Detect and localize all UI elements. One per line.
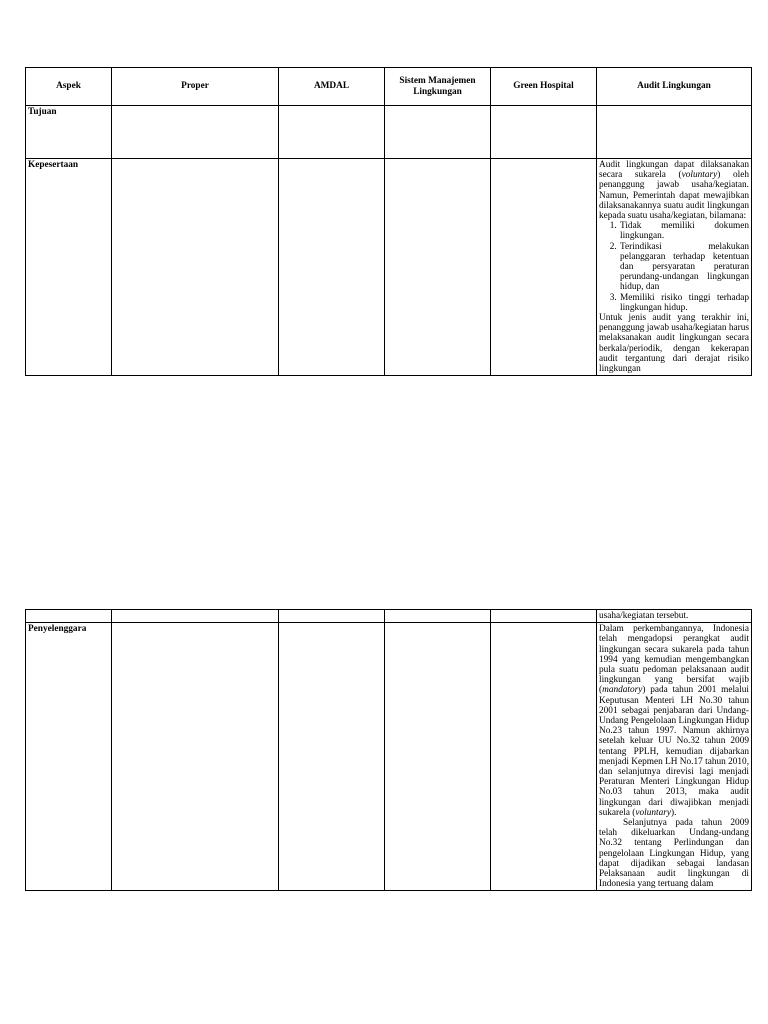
header-amdal: AMDAL (279, 68, 385, 106)
table-header-row (26, 68, 752, 106)
row-label-kepesertaan: Kepesertaan (26, 159, 112, 376)
list-item: 3. Memiliki risiko tinggi terhadap lingkungan hidup. (619, 293, 749, 313)
row-label-penyelenggara: Penyelenggara (26, 623, 112, 891)
table-row-tujuan (26, 106, 752, 159)
list-item: 2. Terindikasi melakukan pelanggaran terhadap ketentuan dan persyaratan peraturan perundang-undangan lingkungan hidup, dan (619, 242, 749, 293)
audit-kepesertaan-intro: Audit lingkungan dapat dilaksanakan secara sukarela (voluntary) oleh penanggung jawab usaha/kegiatan. Namun, Pemerintah dapat mewajibkan dilaksanakannya suatu audit lingkungan kepada suatu usaha/kegiatan, bilamana: (599, 160, 749, 222)
cell-empty (385, 159, 491, 376)
cell-empty (385, 610, 491, 623)
comparison-table-page1 (25, 67, 752, 376)
cell-empty (385, 106, 491, 159)
table-row-kepesertaan (26, 159, 752, 376)
audit-penyelenggara-para2: Selanjutnya pada tahun 2009 telah dikeluarkan Undang-undang No.32 tentang Perlindungan dan pengelolaan Lingkungan Hidup, yang dapat dijadikan sebagai landasan Pelaksanaan audit lingkungan di Indonesia yang tertuang dalam (599, 818, 749, 890)
audit-penyelenggara-text (597, 623, 752, 891)
cell-empty (491, 106, 597, 159)
cell-empty (112, 106, 279, 159)
cell-empty (491, 623, 597, 891)
table-row-penyelenggara (26, 623, 752, 891)
cell-empty (279, 623, 385, 891)
table-row-continuation (26, 610, 752, 623)
cell-empty (491, 159, 597, 376)
row-label-tujuan: Tujuan (26, 106, 112, 159)
cell-empty (112, 623, 279, 891)
cell-empty (112, 610, 279, 623)
header-proper: Proper (112, 68, 279, 106)
comparison-table-page2 (25, 609, 752, 891)
cell-empty (279, 610, 385, 623)
audit-kepesertaan-text (597, 159, 752, 376)
header-audit-lingkungan: Audit Lingkungan (597, 68, 752, 106)
audit-continuation-text: usaha/kegiatan tersebut. (597, 610, 752, 623)
audit-kepesertaan-closing: Untuk jenis audit yang terakhir ini, penanggung jawab usaha/kegiatan harus melaksanakan audit lingkungan secara berkala/periodik, dengan kekerapan audit tergantung dari derajat risiko lingkungan (599, 313, 749, 375)
cell-empty (597, 106, 752, 159)
header-sml: Sistem Manajemen Lingkungan (385, 68, 491, 106)
cell-empty (385, 623, 491, 891)
header-green-hospital: Green Hospital (491, 68, 597, 106)
audit-criteria-list (599, 221, 749, 313)
cell-empty (491, 610, 597, 623)
cell-empty (279, 106, 385, 159)
audit-penyelenggara-para1: Dalam perkembangannya, Indonesia telah mengadopsi perangkat audit lingkungan secara sukarela pada tahun 1994 yang kemudian mengembangkan pula suatu pedoman pelaksanaan audit lingkungan yang bersifat wajib (mandatory) pada tahun 2001 melalui Keputusan Menteri LH No.30 tahun 2001 sebagai penjabaran dari Undang-Undang Pengelolaan Lingkungan Hidup No.23 tahun 1997. Namun akhirnya setelah keluar UU No.32 tahun 2009 tentang PPLH, kemudian dijabarkan menjadi Kepmen LH No.17 tahun 2010, dan selanjutnya direvisi lagi menjadi Peraturan Menteri Lingkungan Hidup No.03 tahun 2013, maka audit lingkungan dari diwajibkan menjadi sukarela (voluntary). (599, 624, 750, 818)
cell-empty (26, 610, 112, 623)
header-aspek: Aspek (26, 68, 112, 106)
cell-empty (279, 159, 385, 376)
cell-empty (112, 159, 279, 376)
list-item: 1. Tidak memiliki dokumen lingkungan. (619, 221, 749, 241)
